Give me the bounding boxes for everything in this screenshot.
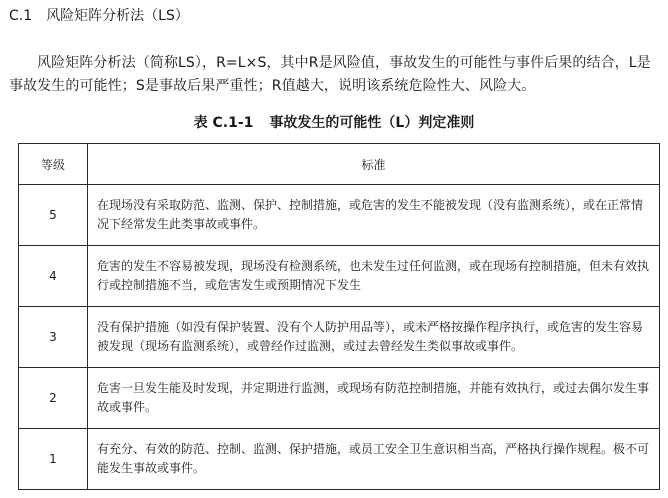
body-paragraph: 风险矩阵分析法（简称LS），R=L×S，其中R是风险值，事故发生的可能性与事件后果的结合，L是事故发生的可能性；S是事故后果严重性；R值越大，说明该系统危险性大、风险大。 <box>9 55 651 94</box>
table-row <box>19 307 660 368</box>
section-heading <box>9 6 189 26</box>
row-standard: 有充分、有效的防范、控制、监测、保护措施，或员工安全卫生意识相当高，严格执行操作规程。极不可能发生事故或事件。 <box>88 429 660 490</box>
table-caption <box>0 113 668 133</box>
row-level: 5 <box>19 185 88 246</box>
section-number: C.1 <box>9 8 33 24</box>
table-row <box>19 246 660 307</box>
row-level: 4 <box>19 246 88 307</box>
table-caption-label: 表 C.1-1 <box>193 115 254 131</box>
header-standard: 标准 <box>88 144 660 185</box>
table-caption-title: 事故发生的可能性（L）判定准则 <box>269 115 475 131</box>
row-level: 3 <box>19 307 88 368</box>
row-level: 1 <box>19 429 88 490</box>
table-row <box>19 185 660 246</box>
table-row <box>19 368 660 429</box>
row-standard: 在现场没有采取防范、监测、保护、控制措施，或危害的发生不能被发现（没有监测系统），或在正常情况下经常发生此类事故或事件。 <box>88 185 660 246</box>
row-standard: 危害的发生不容易被发现，现场没有检测系统，也未发生过任何监测，或在现场有控制措施，但未有效执行或控制措施不当，或危害发生或预期情况下发生 <box>88 246 660 307</box>
section-title: 风险矩阵分析法（LS） <box>46 8 189 24</box>
header-level: 等级 <box>19 144 88 185</box>
table-row <box>19 429 660 490</box>
table-header-row <box>19 144 660 185</box>
row-standard: 没有保护措施（如没有保护装置、没有个人防护用品等），或未严格按操作程序执行，或危害的发生容易被发现（现场有监测系统），或曾经作过监测，或过去曾经发生类似事故或事件。 <box>88 307 660 368</box>
row-level: 2 <box>19 368 88 429</box>
row-standard: 危害一旦发生能及时发现，并定期进行监测，或现场有防范控制措施，并能有效执行，或过去偶尔发生事故或事件。 <box>88 368 660 429</box>
likelihood-criteria-table <box>18 143 660 490</box>
